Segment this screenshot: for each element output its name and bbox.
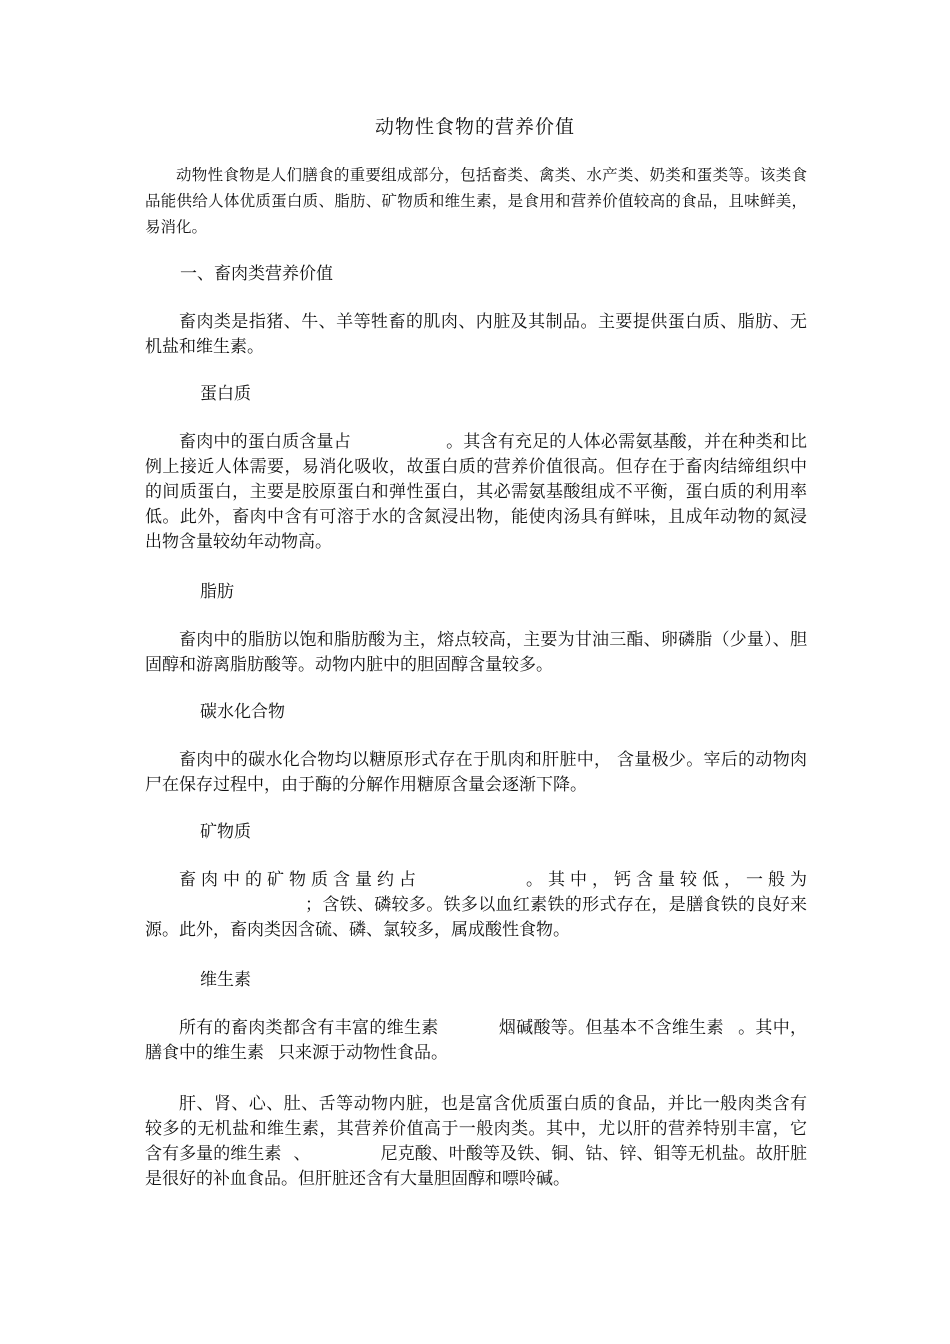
protein-text-b: 。其含有充足的人体必需氨基酸，并在种类和比例上接近人体需要，易消化吸收，故蛋白质的营养价值很高。但存在于畜肉结缔组织中的间质蛋白，主要是胶原蛋白和弹性蛋白，其必需氨基酸组成不平衡，蛋白质的利用率低。此外，畜肉中含有可溶于水的含氮浸出物，能使肉汤具有鲜味，且成年动物的氮浸出物含量较幼年动物高。	[145, 432, 808, 552]
vitamins-paragraph	[145, 1016, 807, 1066]
subheading-vitamins: 维生素	[200, 970, 251, 990]
subheading-minerals: 矿物质	[200, 822, 251, 842]
document-title: 动物性食物的营养价值	[374, 116, 575, 138]
vitamins-text-c: 。其中，膳食中的维生素	[145, 1018, 808, 1063]
minerals-text-c: ；含铁、磷较多。铁多以血红素铁的形式存在，是膳食铁的良好来源。此外，畜肉类因含硫、磷、氯较多，属成酸性食物。	[145, 895, 807, 940]
subheading-carbs: 碳水化合物	[200, 702, 285, 722]
vitamins-text-d: 只来源于动物性食品。	[278, 1043, 448, 1063]
protein-paragraph	[145, 430, 807, 555]
livestock-intro-paragraph: 畜肉类是指猪、牛、羊等牲畜的肌肉、内脏及其制品。主要提供蛋白质、脂肪、无机盐和维生素。	[145, 312, 807, 357]
vitamins-text-a: 所有的畜肉类都含有丰富的维生素	[179, 1018, 439, 1038]
minerals-text-a: 畜肉中的矿物质含量约占	[179, 870, 421, 890]
subheading-protein: 蛋白质	[200, 384, 251, 404]
fat-paragraph: 畜肉中的脂肪以饱和脂肪酸为主，熔点较高，主要为甘油三酯、卵磷脂（少量）、胆固醇和游离脂肪酸等。动物内脏中的胆固醇含量较多。	[145, 630, 807, 675]
minerals-text-b: 。其中，钙含量较低，一般为	[521, 870, 807, 890]
organs-text-a: 肝、肾、心、肚、舌等动物内脏，也是富含优质蛋白质的食品，并比一般肉类含有较多的无机盐和维生素，其营养价值高于一般肉类。其中，尤以肝的营养特别丰富，它含有多量的维生素	[145, 1094, 807, 1164]
organs-text-c: 尼克酸、叶酸等及铁、铜、钴、锌、钼等无机盐。故肝脏是很好的补血食品。但肝脏还含有大量胆固醇和嘌呤碱。	[145, 1144, 808, 1189]
intro-paragraph: 动物性食物是人们膳食的重要组成部分，包括畜类、禽类、水产类、奶类和蛋类等。该类食品能供给人体优质蛋白质、脂肪、矿物质和维生素，是食用和营养价值较高的食品，且味鲜美，易消化。	[145, 166, 807, 236]
carbs-paragraph: 畜肉中的碳水化合物均以糖原形式存在于肌肉和肝脏中， 含量极少。宰后的动物肉尸在保存过程中，由于酶的分解作用糖原含量会逐渐下降。	[145, 750, 807, 795]
minerals-paragraph	[145, 868, 807, 943]
organs-text-b: 、	[293, 1144, 311, 1164]
vitamins-text-b: 烟碱酸等。但基本不含维生素	[498, 1018, 724, 1038]
protein-text-a: 畜肉中的蛋白质含量占	[179, 432, 351, 452]
section-heading-livestock: 一、畜肉类营养价值	[180, 264, 333, 284]
subheading-fat: 脂肪	[200, 582, 234, 602]
organ-meats-paragraph	[145, 1092, 807, 1192]
